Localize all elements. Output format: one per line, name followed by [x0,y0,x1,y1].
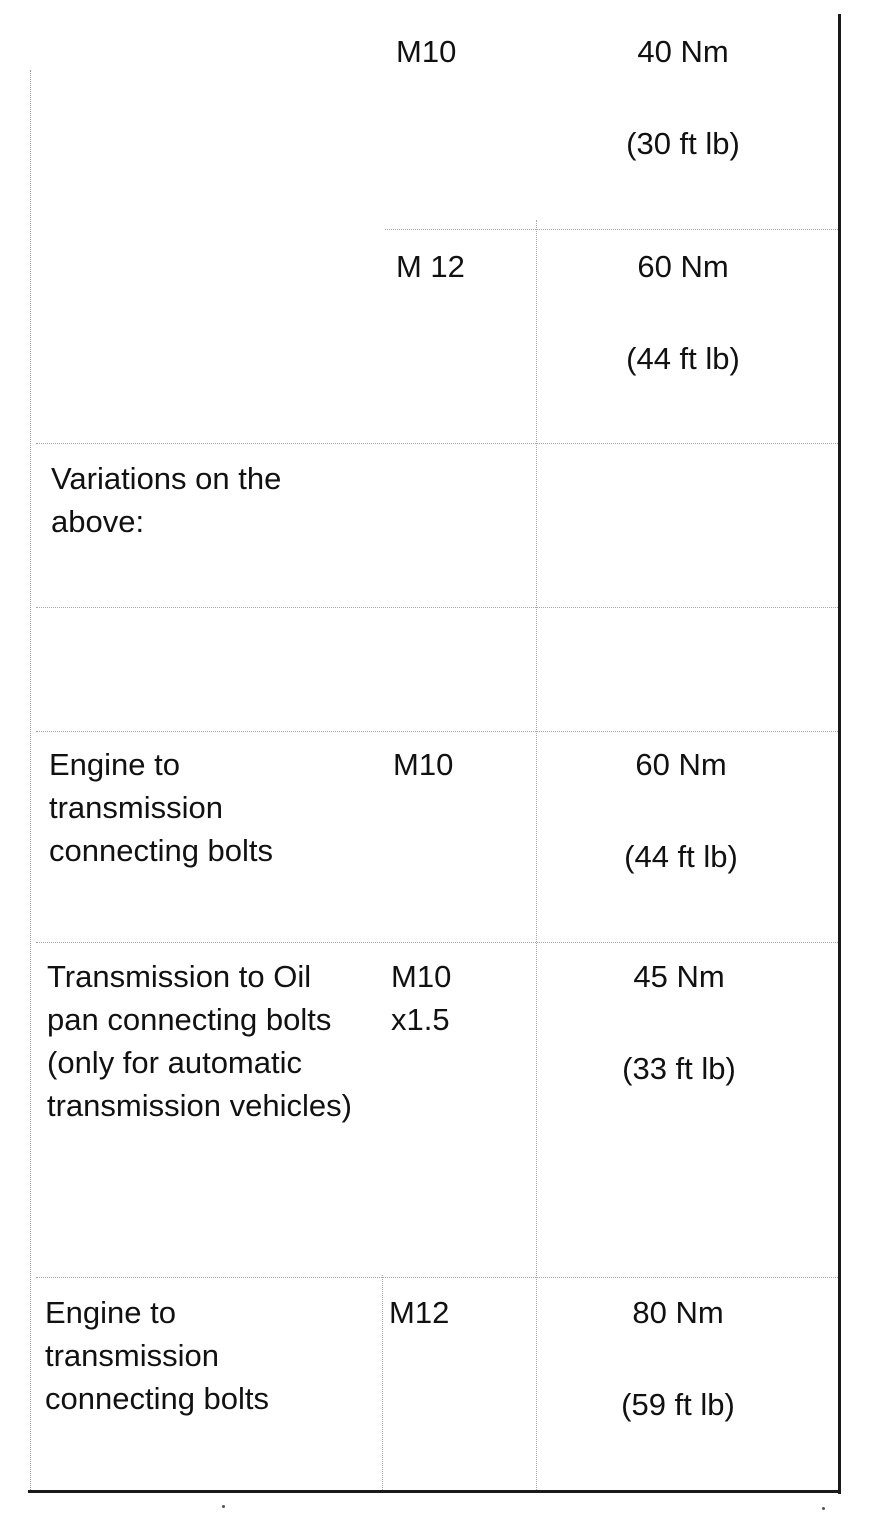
bolt-size-cell: M10 x1.5 [391,959,452,1037]
row-divider [385,229,838,230]
torque-cell [548,1291,808,1426]
bolt-size-cell: M10 [396,34,457,69]
torque-cell [549,955,809,1090]
description-cell: Engine to transmission connecting bolts [49,747,274,868]
torque-nm: 40 Nm [637,34,729,69]
scan-speck [822,1507,825,1510]
torque-cell [551,743,811,878]
torque-ftlb: (44 ft lb) [624,839,738,874]
torque-ftlb: (33 ft lb) [622,1051,736,1086]
torque-cell [553,30,813,165]
column-divider [382,1275,383,1490]
torque-ftlb: (30 ft lb) [626,126,740,161]
row-divider [36,443,838,444]
torque-nm: 60 Nm [635,747,727,782]
row-divider [36,942,838,943]
torque-cell [553,245,813,380]
description-cell: Variations on the above: [51,461,282,539]
row-divider [36,1277,838,1278]
bolt-size-cell: M12 [389,1295,450,1330]
column-divider [536,220,537,1490]
table-bottom-border [28,1490,841,1493]
bolt-size-cell: M 12 [396,249,465,284]
table-right-border [838,14,841,1494]
bolt-size-cell: M10 [393,747,454,782]
scan-speck [222,1505,225,1508]
torque-nm: 45 Nm [633,959,725,994]
torque-ftlb: (44 ft lb) [626,341,740,376]
description-cell: Transmission to Oil pan connecting bolts (only for automatic transmission vehicles) [47,959,352,1123]
torque-nm: 60 Nm [637,249,729,284]
torque-nm: 80 Nm [632,1295,724,1330]
description-cell: Engine to transmission connecting bolts [45,1295,270,1416]
torque-ftlb: (59 ft lb) [621,1387,735,1422]
row-divider [36,731,838,732]
row-divider [36,607,838,608]
table-left-border [30,70,31,1490]
